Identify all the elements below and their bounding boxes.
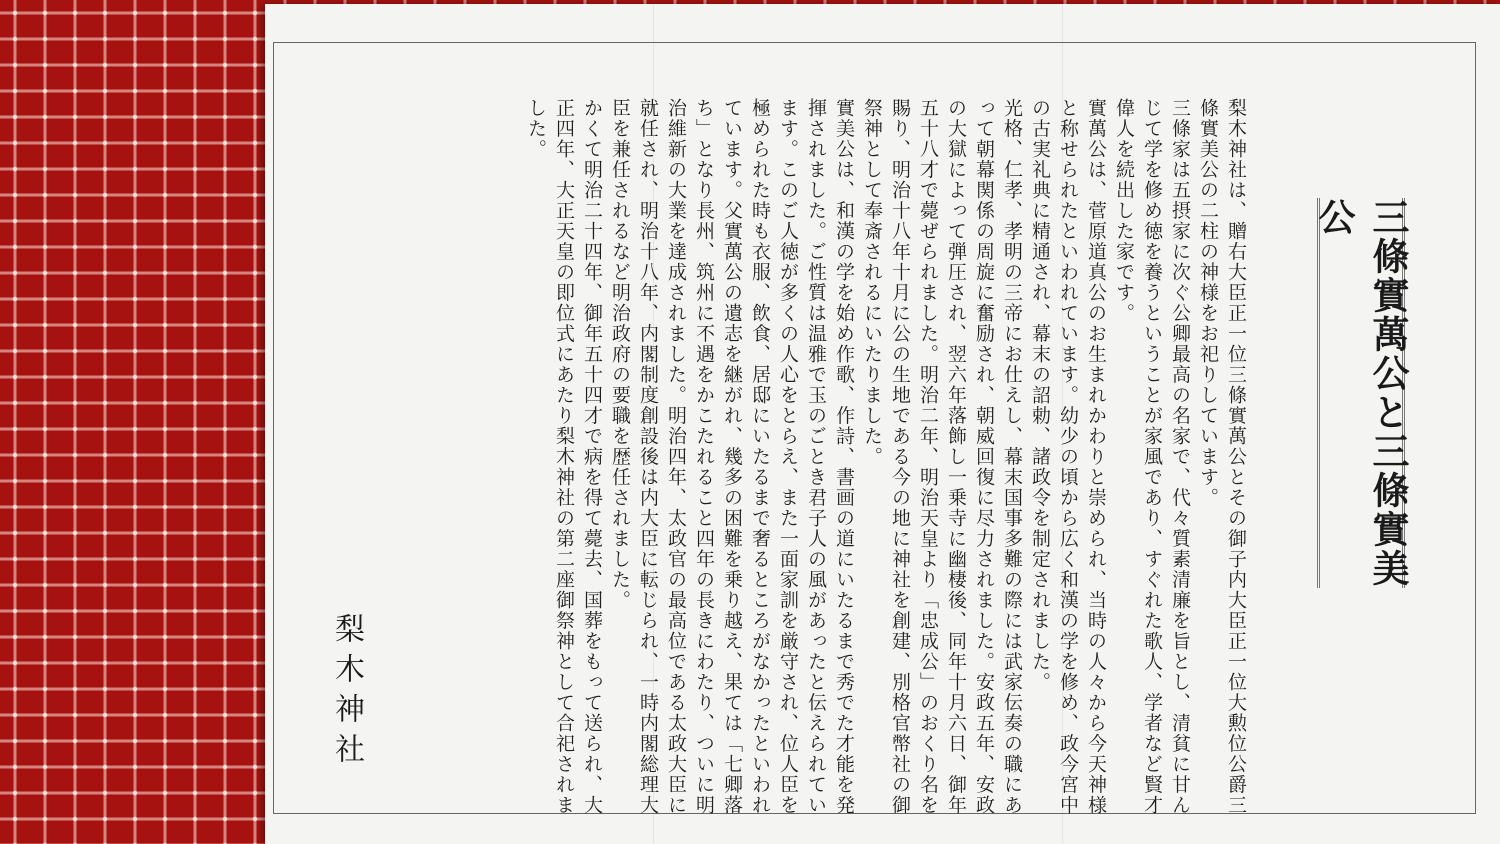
document-title: 三條實萬公と三條實美公 xyxy=(1312,198,1410,588)
paragraph-6: かくて明治二十四年、御年五十四才で病を得て薨去、国葬をもって送られ、大正四年、大正天皇の即位式にあたり梨木神社の第二座御祭神として合祀されました。 xyxy=(525,98,603,816)
paragraph-5: 實美公は、和漢の学を始め作歌、作詩、書画の道にいたるまで秀でた才能を発揮されました。ご性質は温雅で玉のごとき君子人の風があったと伝えられています。このご人徳が多くの人心をとらえ、また一面家訓を厳守され、位人臣を極められた時も衣服、飲食、居邸にいたるまで奢るところがなかったといわれています。父實萬公の遺志を継がれ、幾多の困難を乗り越え、果ては「七卿落ち」となり長州、筑州に不遇をかこたれること四年の長きにわたり、ついに明治維新の大業を達成されました。明治四年、太政官の最高位である太政大臣に就任され、明治十八年、内閣制度創設後は内大臣に転じられ、一時内閣総理大臣を兼任されるなど明治政府の要職を歴任されました。 xyxy=(609,98,855,816)
paragraph-2: 三條家は五摂家に次ぐ公卿最高の名家で、代々質素清廉を旨とし、清貧に甘んじて学を修め徳を養うということが家風であり、すぐれた歌人、学者など賢才偉人を続出した家です。 xyxy=(1113,98,1191,816)
shrine-signature: 梨木神社 xyxy=(329,613,364,773)
document-body xyxy=(522,98,1250,818)
title-box xyxy=(1312,198,1410,588)
paragraph-1: 梨木神社は、贈右大臣正一位三條實萬公とその御子内大臣正一位大勲位公爵三條實美公の二柱の神様をお祀りしています。 xyxy=(1197,98,1247,816)
paragraph-3: 實萬公は、菅原道真公のお生まれかわりと崇められ、当時の人々から今天神様と称せられたといわれています。幼少の頃から広く和漢の学を修め、政今宮中の古実礼典に精通され、幕末の詔勅、諸政令を制定されました。 xyxy=(1029,98,1107,816)
paragraph-4: 光格、仁孝、孝明の三帝にお仕えし、幕末国事多難の際には武家伝奏の職にあって朝幕関係の周旋に奮励され、朝威回復に尽力されました。安政五年、安政の大獄によって弾圧され、翌六年落飾し一乗寺に幽棲後、同年十月六日、御年五十八才で薨ぜられました。明治二年、明治天皇より「忠成公」のおくり名を賜り、明治十八年十月に公の生地である今の地に神社を創建、別格官幣社の御祭神として奉斎されるにいたりました。 xyxy=(861,98,1023,816)
document-frame xyxy=(273,42,1476,814)
document-sheet xyxy=(265,4,1500,844)
